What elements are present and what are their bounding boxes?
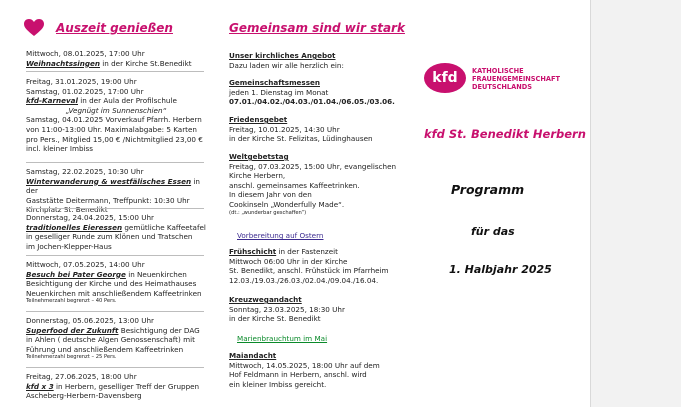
entry-date: Samstag, 22.02.2025, 10:30 Uhr (26, 167, 144, 176)
entry-superfood (26, 316, 206, 361)
heading-gemeinsam: Gemeinsam sind wir stark (229, 21, 405, 35)
entry-text: Kirchplatz St. Benedikt (26, 205, 108, 215)
entry-text: von 11:00-13:00 Uhr. Maximalabgabe: 5 Karten (26, 124, 197, 134)
section-text: in der Kirche St. Felizitas, Lüdinghausen (229, 134, 373, 144)
entry-text: im Jochen-Klepper-Haus (26, 241, 112, 251)
section-title: Kreuzwegandacht (229, 295, 302, 304)
section-text: St. Benedikt, anschl. Frühstück im Pfarrheim (229, 266, 389, 276)
section-text: in der Fastenzeit (276, 247, 338, 256)
section-text: Hof Feldmann in Herbern, anschl. wird (229, 370, 367, 380)
entry-title-line (26, 223, 206, 233)
divider (26, 71, 204, 72)
section-note: (dt.: „wunderbar geschaffen“) (229, 209, 307, 216)
entry-pater-george (26, 260, 206, 305)
entry-date: Freitag, 27.06.2025, 18:00 Uhr (26, 372, 137, 381)
section-title: Maiandacht (229, 351, 277, 360)
entry-text: incl. kleiner Imbiss (26, 144, 94, 154)
entry-date: Freitag, 31.01.2025, 19:00 Uhr (26, 77, 137, 86)
entry-text: in Ahlen ( deutsche Algen Genossenschaft) mit (26, 335, 195, 345)
section-title: Frühschicht (229, 247, 277, 256)
entry-text: in der Kirche St.Benedikt (99, 58, 192, 68)
group-name: kfd St. Benedikt Herbern (424, 127, 586, 141)
logo-line: DEUTSCHLANDS (472, 83, 532, 91)
entry-title-line (26, 96, 206, 106)
divider (26, 208, 204, 209)
entry-text: Gaststätte Deitermann, Treffpunkt: 10:30 Uhr (26, 195, 190, 205)
section-text: Freitag, 07.03.2025, 15:00 Uhr, evangelischen (229, 161, 397, 171)
entry-title-line (26, 270, 206, 280)
section-text: Mittwoch 06:00 Uhr in der Kirche (229, 256, 348, 266)
entry-title: Superfood der Zukunft (26, 325, 119, 335)
entry-date: Donnerstag, 05.06.2025, 13:00 Uhr (26, 316, 155, 325)
section-maiandacht (229, 351, 414, 389)
title-fuer-das: für das (471, 225, 515, 238)
section-text: Freitag, 10.01.2025, 14:30 Uhr (229, 124, 340, 134)
entry-title-line (26, 59, 206, 69)
title-programm: Programm (451, 182, 525, 197)
title-halbjahr: 1. Halbjahr 2025 (449, 263, 552, 276)
heart-icon (24, 19, 44, 37)
section-dates: 07.01./04.02./04.03./01.04./06.05./03.06. (229, 97, 395, 107)
entry-text: Samstag, 04.01.2025 Vorverkauf Pfarrh. Herbern (26, 115, 202, 125)
section-gemeinschaftsmessen (229, 78, 414, 107)
entry-quote: „Vegnügt im Sunnenschien“ (65, 105, 167, 115)
kfd-logo (424, 61, 564, 101)
section-text: Cookinseln „Wonderfully Made“. (229, 199, 345, 209)
link-marienbrauchtum[interactable]: Marienbrauchtum im Mai (237, 334, 328, 343)
section-text: anschl. gemeinsames Kaffeetrinken. (229, 180, 360, 190)
divider (26, 311, 204, 312)
entry-text: in geselliger Runde zum Klönen und Tratschen (26, 232, 193, 242)
entry-date: Samstag, 01.02.2025, 17:00 Uhr (26, 86, 144, 96)
entry-title-line (26, 177, 206, 196)
section-friedensgebet (229, 115, 414, 144)
entry-text: in Neuenkirchen (125, 269, 187, 279)
entry-kfd-x3 (26, 372, 206, 401)
entry-text: gemütliche Kaffeetafel (122, 222, 206, 232)
entry-title: kfd x 3 (26, 381, 54, 391)
entry-weihnachtssingen (26, 49, 206, 68)
section-angebot (229, 51, 414, 70)
section-text: Mittwoch, 14.05.2025, 18:00 Uhr auf dem (229, 360, 380, 370)
entry-title: traditionelles Eieressen (26, 222, 123, 232)
entry-text: Neuenkirchen mit anschließendem Kaffeetrinken (26, 288, 202, 298)
entry-date: Mittwoch, 07.05.2025, 14:00 Uhr (26, 260, 145, 269)
entry-text: in Herbern, geselliger Treff der Gruppen (53, 381, 200, 391)
kfd-logo-mark: kfd (424, 63, 466, 93)
entry-text: Besichtigung der Kirche und des Heimathauses (26, 279, 197, 289)
document-margin-pane (590, 0, 681, 407)
section-title-line (229, 247, 414, 257)
entry-date: Donnerstag, 24.04.2025, 15:00 Uhr (26, 213, 155, 222)
entry-title: kfd-Karneval (26, 96, 78, 106)
section-text: in der Kirche St. Benedikt (229, 314, 321, 324)
entry-title-line (26, 382, 206, 392)
section-dates: 12.03./19.03./26.03./02.04./09.04./16.04. (229, 275, 379, 285)
entry-text: Ascheberg-Herbern-Davensberg (26, 391, 142, 401)
entry-eieressen (26, 213, 206, 251)
section-title: Friedensgebet (229, 115, 288, 124)
entry-title: Besuch bei Pater George (26, 269, 126, 279)
heading-auszeit: Auszeit genießen (56, 21, 173, 35)
section-text: jeden 1. Dienstag im Monat (229, 87, 329, 97)
section-text: ein kleiner Imbiss gereicht. (229, 379, 327, 389)
entry-title: Weihnachtssingen (26, 58, 100, 68)
section-text: Kirche Herbern, (229, 171, 286, 181)
section-kreuzweg (229, 295, 414, 324)
logo-line: KATHOLISCHE (472, 67, 524, 75)
entry-text: pro Pers., Mitglied 15,00 € /Nichtmitglied 23,00 € (26, 134, 203, 144)
link-vorbereitung-ostern[interactable]: Vorbereitung auf Ostern (237, 231, 324, 240)
section-fruehschicht (229, 247, 414, 285)
kfd-logo-text (472, 67, 560, 91)
entry-note: Teilnehmerzahl begrenzt – 25 Pers. (26, 354, 117, 361)
entry-title-line (26, 326, 206, 336)
section-text: Dazu laden wir alle herzlich ein: (229, 60, 344, 70)
section-title: Weltgebetstag (229, 152, 289, 161)
divider (26, 255, 204, 256)
entry-note: Teilnehmerzahl begrenzt – 40 Pers. (26, 298, 117, 305)
entry-text: in der Aula der Profilschule (78, 96, 177, 106)
entry-text: in der (26, 176, 200, 196)
entry-text: Führung und anschließendem Kaffeetrinken (26, 344, 184, 354)
section-text: Sonntag, 23.03.2025, 18:30 Uhr (229, 304, 345, 314)
divider (26, 367, 204, 368)
entry-karneval (26, 77, 206, 154)
logo-line: FRAUENGEMEINSCHAFT (472, 75, 561, 83)
entry-date: Mittwoch, 08.01.2025, 17:00 Uhr (26, 49, 145, 58)
divider (26, 162, 204, 163)
entry-text: Besichtigung der DAG (118, 325, 200, 335)
section-title: Gemeinschaftsmessen (229, 78, 320, 87)
section-title: Unser kirchliches Angebot (229, 51, 336, 60)
entry-title: Winterwanderung & westfälisches Essen (26, 176, 192, 186)
section-weltgebetstag (229, 152, 414, 217)
section-text: In diesem Jahr von den (229, 190, 312, 200)
